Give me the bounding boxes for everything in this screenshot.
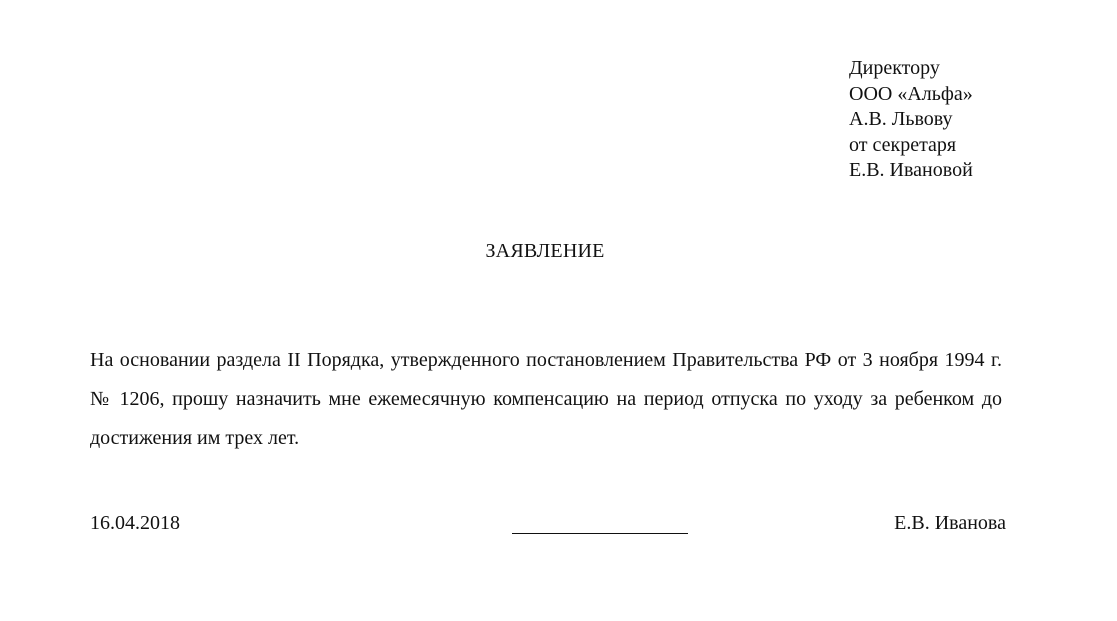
application-date: 16.04.2018 [90,512,180,534]
addressee-name: А.В. Львову [849,108,953,130]
signer-name: Е.В. Иванова [894,512,1006,534]
sender-name: Е.В. Ивановой [849,159,973,181]
application-body-text: На основании раздела II Порядка, утвержденного постановлением Правительства РФ от 3 ноября 1994 г. № 1206, прошу назначить мне ежемесячную компенсацию на период отпуска по уходу за ребенком до достижения им трех лет. [90,349,1002,449]
sender-position: от секретаря [849,133,957,156]
document-title: ЗАЯВЛЕНИЕ [485,240,605,262]
addressee-company: ООО «Альфа» [849,82,973,105]
addressee-block [849,56,973,184]
addressee-position: Директору [849,57,940,79]
signature-row [90,511,1006,541]
signature-line [512,533,688,534]
